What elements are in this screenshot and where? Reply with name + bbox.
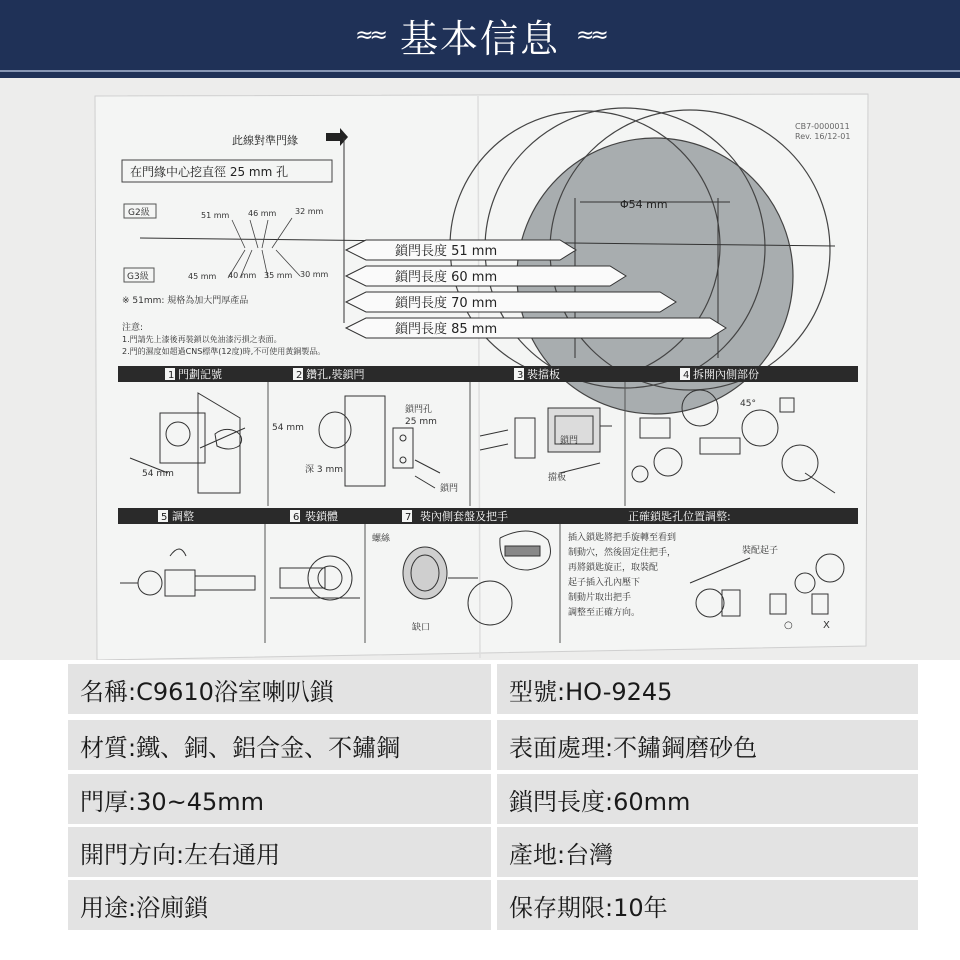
step-8-correct-mark: ○ — [784, 620, 793, 631]
step-8-title: 正確鎖匙孔位置調整: — [628, 510, 731, 523]
instruction-sheet-photo — [0, 78, 960, 660]
spec-door-direction: 開門方向:左右通用 — [68, 827, 491, 877]
step-3-number: 3 — [517, 370, 524, 381]
spec-shelf-life: 保存期限:10年 — [497, 880, 918, 930]
step-4-label: 拆開內側部份 — [693, 368, 759, 381]
step-8-wrong-mark: X — [823, 620, 830, 631]
door-edge-label: 此線對準門緣 — [232, 134, 298, 147]
spec-row — [68, 774, 918, 824]
step-3-bolt-label: 鎖閂 — [560, 436, 579, 446]
step-5-number: 5 — [161, 512, 168, 523]
step-2-depth: 深 3 mm — [305, 465, 343, 475]
notes-title: 注意: — [122, 323, 144, 333]
step-8-line-1: 插入鎖匙將把手旋轉至看到 — [568, 533, 677, 543]
step-2-bolt-label: 鎖閂 — [440, 484, 459, 494]
latch-length-85: 鎖閂長度 85 mm — [395, 322, 498, 337]
g2-tag: G2級 — [128, 208, 150, 218]
rosette-diameter: Φ54 mm — [620, 198, 668, 211]
spec-usage: 用途:浴廁鎖 — [68, 880, 491, 930]
spec-origin: 產地:台灣 — [497, 827, 918, 877]
instruction-sheet-illustration — [0, 78, 960, 660]
hole-note: 在門緣中心挖直徑 25 mm 孔 — [130, 165, 289, 179]
spec-row — [68, 720, 918, 770]
g3-tag: G3級 — [127, 272, 149, 282]
step-8-line-5: 制動片取出把手 — [568, 593, 632, 603]
step-1-number: 1 — [168, 370, 175, 381]
step-8-line-3: 再將鎖匙旋正，取裝配 — [568, 563, 659, 573]
step-2-label: 鑽孔,裝鎖閂 — [306, 368, 365, 381]
doc-code: CB7-0000011 — [795, 122, 850, 131]
step-7-label: 裝內側套盤及把手 — [420, 510, 508, 523]
g3-dim-1: 45 mm — [188, 272, 217, 281]
spec-material: 材質:鐵、銅、鋁合金、不鏽鋼 — [68, 720, 491, 770]
spec-name: 名稱:C9610浴室喇叭鎖 — [68, 664, 491, 714]
spec-row — [68, 827, 918, 877]
wave-right-icon: ≈≈ — [576, 22, 605, 48]
step-4-angle: 45° — [740, 399, 756, 409]
step-2-number: 2 — [296, 370, 303, 381]
spec-row — [68, 664, 918, 714]
step-2-hole-label: 鎖閂孔 — [405, 405, 433, 415]
g2-dim-3: 32 mm — [295, 207, 324, 216]
latch-length-70: 鎖閂長度 70 mm — [395, 296, 498, 311]
step-2-hole-dimension: 25 mm — [405, 417, 437, 427]
latch-length-51: 鎖閂長度 51 mm — [395, 244, 498, 259]
g2-dim-1: 51 mm — [201, 211, 230, 220]
wave-left-icon: ≈≈ — [355, 22, 384, 48]
g3-dim-3: 35 mm — [264, 271, 293, 280]
spec-row — [68, 880, 918, 930]
step-2-dimension: 54 mm — [272, 423, 304, 433]
spec-door-thickness: 門厚:30~45mm — [68, 774, 491, 824]
latch-length-60: 鎖閂長度 60 mm — [395, 270, 498, 285]
step-4-number: 4 — [683, 370, 690, 381]
doc-revision: Rev. 16/12-01 — [795, 132, 851, 141]
step-3-plate-label: 擋板 — [548, 473, 567, 483]
thickness-note: ※ 51mm: 規格為加大門厚產品 — [122, 296, 249, 306]
spec-finish: 表面處理:不鏽鋼磨砂色 — [497, 720, 918, 770]
header-title-group — [0, 0, 960, 70]
header-divider — [0, 70, 960, 72]
step-3-label: 裝擋板 — [527, 368, 560, 381]
step-8-line-6: 調整至正確方向。 — [568, 608, 641, 618]
spec-model: 型號:HO-9245 — [497, 664, 918, 714]
spec-latch-length: 鎖閂長度:60mm — [497, 774, 918, 824]
step-7-screw-label: 螺絲 — [372, 534, 391, 544]
step-6-label: 裝鎖體 — [305, 510, 338, 523]
step-6-number: 6 — [293, 512, 300, 523]
g2-dim-2: 46 mm — [248, 209, 277, 218]
step-1-label: 門劃記號 — [178, 368, 222, 381]
step-8-tool-label: 裝配起子 — [742, 546, 779, 556]
step-8-line-4: 起子插入孔內壓下 — [568, 578, 641, 588]
header-banner — [0, 0, 960, 78]
note-1: 1.門請先上漆後再裝鎖以免油漆污損之表面。 — [122, 335, 282, 344]
g3-dim-2: 40 mm — [228, 271, 257, 280]
step-7-notch-label: 缺口 — [412, 623, 431, 633]
step-5-label: 調整 — [172, 510, 194, 523]
page-title: 基本信息 — [399, 16, 560, 61]
step-8-line-2: 制動穴，然後固定住把手， — [568, 548, 677, 558]
note-2: 2.門的濕度如超過CNS標準(12度)時,不可使用黃銅製品。 — [122, 347, 326, 356]
g3-dim-4: 30 mm — [300, 270, 329, 279]
step-1-dimension: 54 mm — [142, 469, 174, 479]
step-7-number: 7 — [405, 512, 412, 523]
